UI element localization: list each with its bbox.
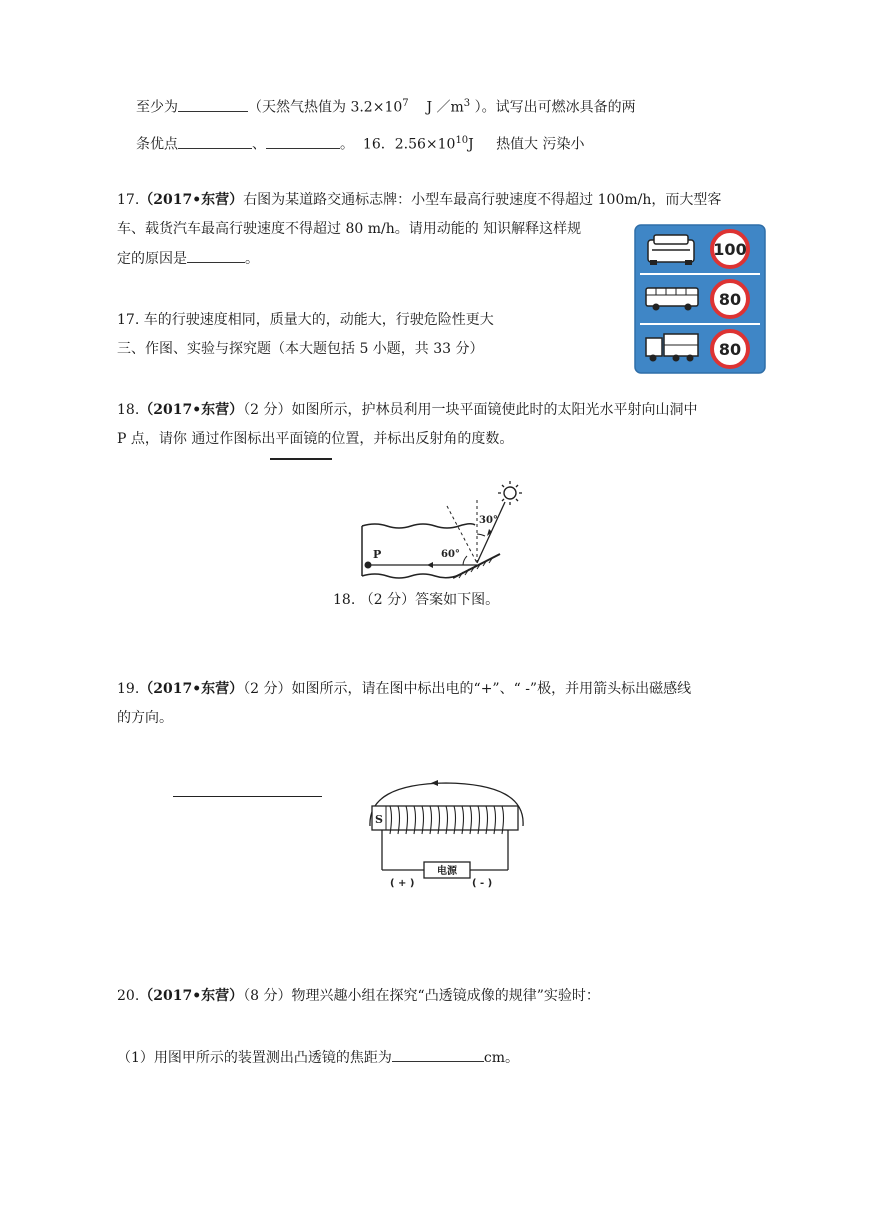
svg-text:P: P xyxy=(373,548,382,561)
q17-answer: 17. 车的行驶速度相同，质量大的，动能大，行驶危险性更大 xyxy=(117,312,494,328)
svg-text:30°: 30° xyxy=(479,515,498,526)
q17-line3: 定的原因是 。 xyxy=(117,248,259,269)
q19-line1: 19.（2017•东营）（2 分）如图所示，请在图中标出电的“+”、“ -”极，并用箭头标出磁感线 xyxy=(117,681,692,697)
car-speed-limit: 100 xyxy=(713,240,747,259)
q16-line2: 条优点 、 。 16．$2.56\times 10^{10}J$ 热值大 污染小 xyxy=(136,135,585,153)
answer-blank[interactable] xyxy=(178,97,248,112)
truck-speed-limit: 80 xyxy=(718,340,742,359)
svg-text:( + ): ( + ) xyxy=(390,878,415,889)
q20-sub1: （1）用图甲所示的装置测出凸透镜的焦距为 cm。 xyxy=(117,1047,519,1068)
svg-text:60°: 60° xyxy=(441,549,460,560)
answer-line xyxy=(270,458,332,460)
car-icon xyxy=(648,235,694,265)
q16-line1: 至少为 （天然气热值为 $3.2\times 10^7$ J $/m^3$ ）。试写出可燃冰具备的两 xyxy=(136,98,636,116)
sun-icon xyxy=(498,481,522,505)
answer-line xyxy=(173,796,322,797)
svg-text:电源: 电源 xyxy=(437,866,457,877)
solenoid-diagram xyxy=(360,770,532,892)
answer-blank[interactable] xyxy=(178,134,252,149)
q19-line2: 的方向。 xyxy=(117,710,173,726)
answer-blank[interactable] xyxy=(187,248,245,263)
svg-text:S: S xyxy=(375,813,383,826)
section-title: 三、作图、实验与探究题（本大题包括 5 小题，共 33 分） xyxy=(117,341,484,357)
q18-answer: 18. （2 分）答案如下图。 xyxy=(333,592,500,608)
svg-text:( - ): ( - ) xyxy=(472,878,493,889)
mirror-reflection-diagram xyxy=(355,478,535,583)
q17-line2: 车、载货汽车最高行驶速度不得超过 80 m/h。请用动能的 知识解释这样规 xyxy=(117,221,582,237)
answer-blank[interactable] xyxy=(266,134,340,149)
point-p xyxy=(365,562,372,569)
q18-line1: 18.（2017•东营）（2 分）如图所示，护林员利用一块平面镜使此时的太阳光水平射向山洞中 xyxy=(117,402,698,418)
q20-line1: 20.（2017•东营）（8 分）物理兴趣小组在探究“凸透镜成像的规律”实验时： xyxy=(117,988,600,1004)
bus-speed-limit: 80 xyxy=(718,290,742,309)
q17-line1: 17.（2017•东营）右图为某道路交通标志牌：小型车最高行驶速度不得超过 100m/h，而大型客 xyxy=(117,192,722,208)
traffic-sign xyxy=(634,224,766,374)
q18-line2: P 点，请你 通过作图标出平面镜的位置，并标出反射角的度数。 xyxy=(117,431,514,447)
answer-blank[interactable] xyxy=(392,1047,484,1062)
